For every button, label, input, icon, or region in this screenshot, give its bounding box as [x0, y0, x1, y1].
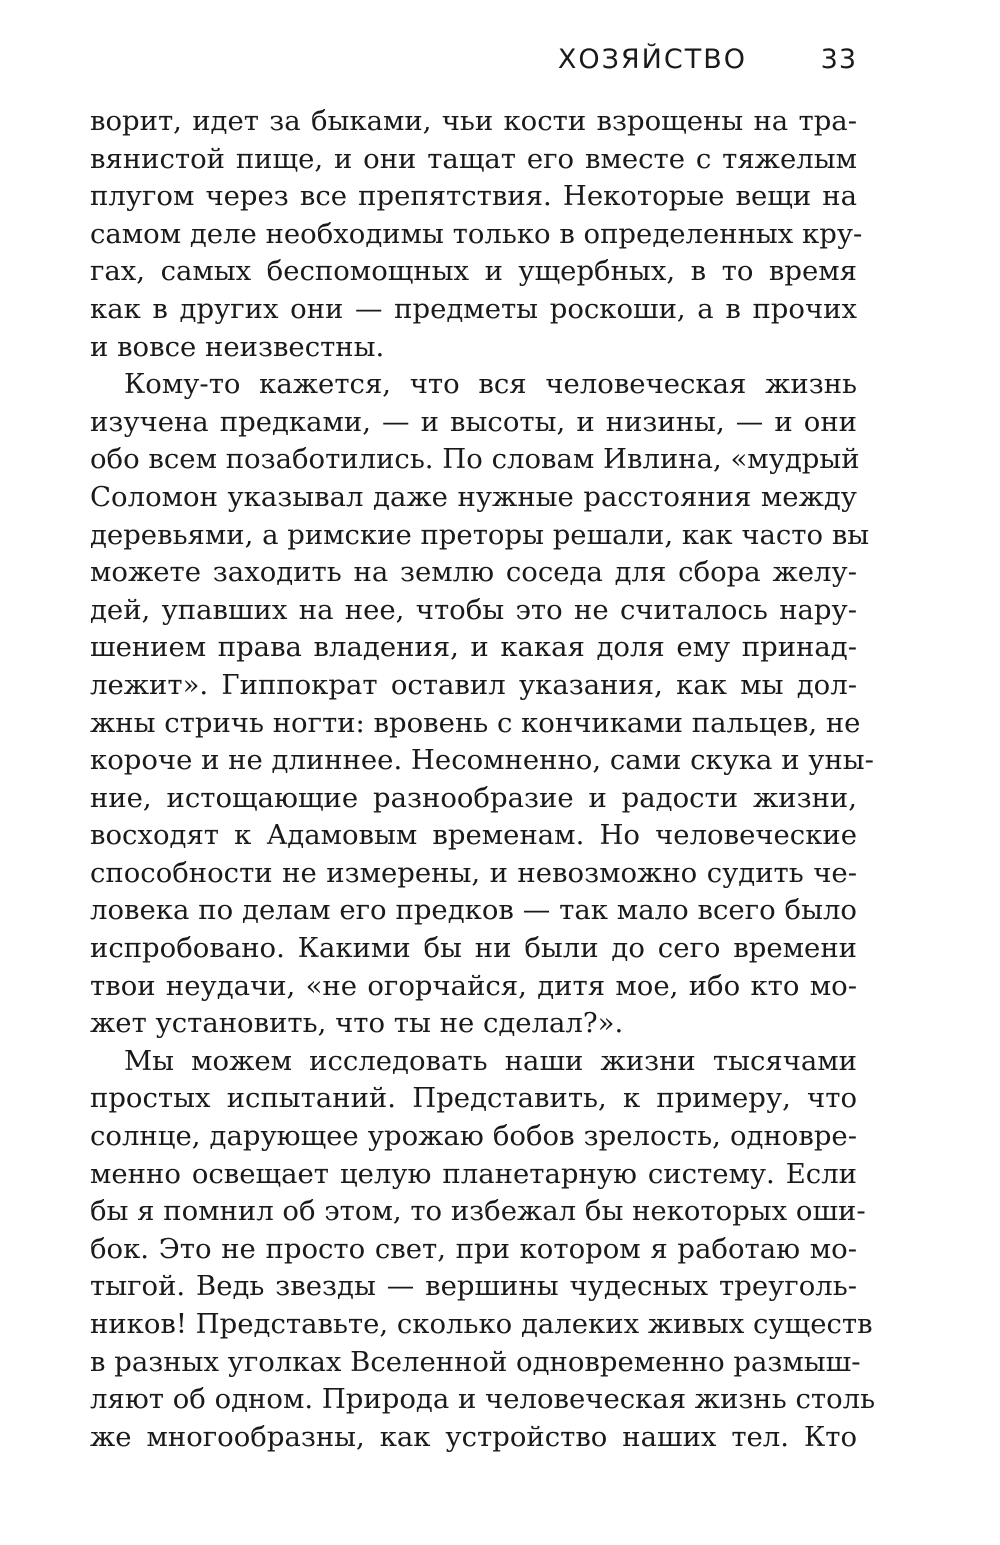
- text-line: ворит, идет за быками, чьи кости взрощены на тра-: [90, 105, 857, 137]
- text-line: твои неудачи, «не огорчайся, дитя мое, ибо кто мо-: [90, 969, 857, 1002]
- text-line: обо всем позаботились. По словам Ивлина, «мудрый: [90, 443, 860, 476]
- text-line: ников! Представьте, сколько далеких живых существ: [90, 1308, 873, 1340]
- text-line: жет установить, что ты не сделал?».: [90, 1007, 624, 1040]
- text-line: гах, самых беспомощных и ущербных, в то время: [90, 255, 857, 288]
- page-number: 33: [820, 44, 857, 75]
- text-line: же многообразны, как устройство наших тел. Кто: [90, 1420, 857, 1453]
- text-line: самом деле необходимы только в определенных кру-: [90, 217, 863, 250]
- text-line: и вовсе неизвестны.: [90, 330, 385, 363]
- paragraph: [90, 1043, 876, 1457]
- running-title: ХОЗЯЙСТВО: [557, 44, 747, 75]
- text-line: бы я помнил об этом, то избежал бы некоторых оши-: [90, 1195, 866, 1228]
- text-line: шением права владения, и какая доля ему принад-: [90, 631, 857, 664]
- text-line: жны стричь ногти: вровень с кончиками пальцев, не: [90, 706, 861, 739]
- text-line: в разных уголках Вселенной одновременно размыш-: [90, 1345, 861, 1378]
- text-line: Соломон указывал даже нужные расстояния между: [90, 480, 857, 513]
- text-line: лежит». Гиппократ оставил указания, как мы дол-: [90, 668, 857, 701]
- text-line: вянистой пище, и они тащат его вместе с тяжелым: [90, 142, 857, 175]
- text-line: деревьями, а римские преторы решали, как часто вы: [90, 518, 870, 551]
- text-line: простых испытаний. Представить, к примеру, что: [90, 1082, 857, 1115]
- text-line: короче и не длиннее. Несомненно, сами скука и уны-: [90, 744, 874, 777]
- text-line: восходят к Адамовым временам. Но человеческие: [90, 819, 857, 852]
- text-line: ловека по делам его предков — так мало всего было: [90, 894, 857, 927]
- text-line: Мы можем исследовать наши жизни тысячами: [124, 1044, 857, 1077]
- text-line: менно освещает целую планетарную систему. Если: [90, 1157, 857, 1190]
- running-head: [90, 44, 857, 84]
- text-line: ние, истощающие разнообразие и радости жизни,: [90, 781, 857, 814]
- text-line: испробовано. Какими бы ни были до сего времени: [90, 932, 857, 965]
- paragraph: [90, 103, 863, 366]
- text-line: изучена предками, — и высоты, и низины, — и они: [90, 405, 857, 438]
- paragraph: [90, 366, 874, 1043]
- text-line: бок. Это не просто свет, при котором я работаю мо-: [90, 1232, 857, 1265]
- text-line: тыгой. Ведь звезды — вершины чудесных треуголь-: [90, 1270, 857, 1303]
- text-line: ляют об одном. Природа и человеческая жизнь столь: [90, 1383, 876, 1416]
- text-line: можете заходить на землю соседа для сбора желу-: [90, 556, 857, 589]
- text-line: дей, упавших на нее, чтобы это не считалось нару-: [90, 593, 857, 626]
- text-line: Кому-то кажется, что вся человеческая жизнь: [124, 368, 857, 401]
- body-text: [90, 103, 876, 1456]
- text-line: способности не измерены, и невозможно судить че-: [90, 856, 857, 889]
- text-line: солнце, дарующее урожаю бобов зрелость, одновре-: [90, 1120, 857, 1153]
- text-line: как в других они — предметы роскоши, а в прочих: [90, 292, 857, 325]
- text-line: плугом через все препятствия. Некоторые вещи на: [90, 180, 857, 213]
